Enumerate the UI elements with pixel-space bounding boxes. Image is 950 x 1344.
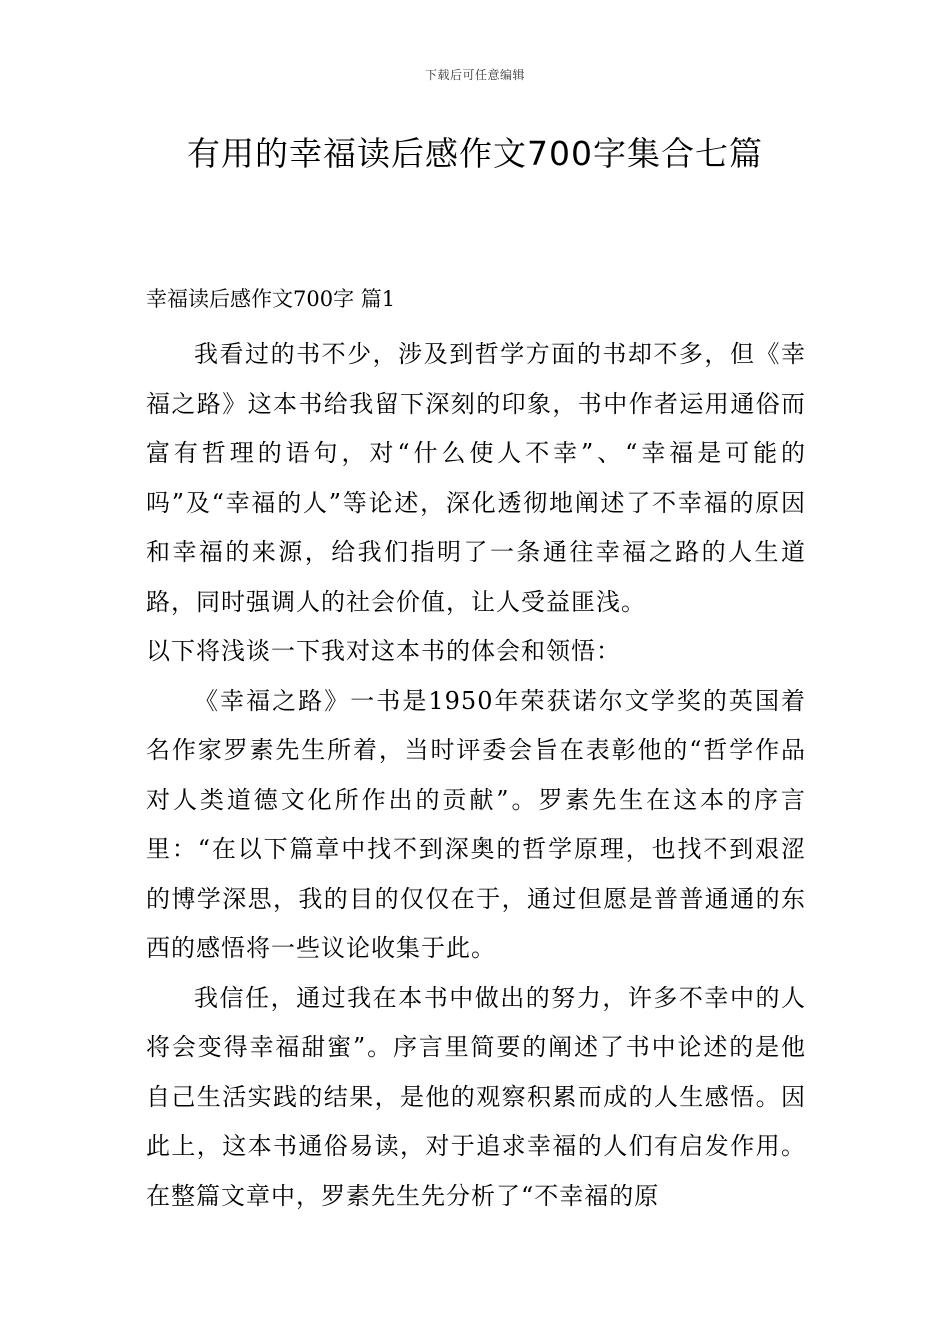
paragraph: 《幸福之路》一书是1950年荣获诺尔文学奖的英国着名作家罗素先生所着，当时评委会旨在表彰他的“哲学作品对人类道德文化所作出的贡献”。罗素先生在这本的序言里：“在以下篇章中找不到深奥的哲学原理，也找不到艰涩的博学深思，我的目的仅仅在于，通过但愿是普普通通的东西的感悟将一些议论收集于此。 (146, 686, 806, 962)
section-heading: 幸福读后感作文700字 篇1 (146, 287, 396, 311)
paragraph: 我看过的书不少，涉及到哲学方面的书却不多，但《幸福之路》这本书给我留下深刻的印象，书中作者运用通俗而富有哲理的语句，对“什么使人不幸”、“幸福是可能的吗”及“幸福的人”等论述，深化透彻地阐述了不幸福的原因和幸福的来源，给我们指明了一条通往幸福之路的人生道路，同时强调人的社会价值，让人受益匪浅。 (146, 340, 806, 616)
header-note: 下载后可任意编辑 (424, 68, 525, 82)
paragraph: 我信任，通过我在本书中做出的努力，许多不幸中的人将会变得幸福甜蜜”。序言里简要的阐述了书中论述的是他自己生活实践的结果，是他的观察积累而成的人生感悟。因此上，这本书通俗易读，对于追求幸福的人们有启发作用。在整篇文章中，罗素先生先分析了“不幸福的原 (146, 983, 806, 1210)
document-body (146, 280, 806, 1221)
document-title: 有用的幸福读后感作文700字集合七篇 (187, 134, 763, 173)
paragraph: 以下将浅谈一下我对这本书的体会和领悟： (146, 637, 621, 665)
